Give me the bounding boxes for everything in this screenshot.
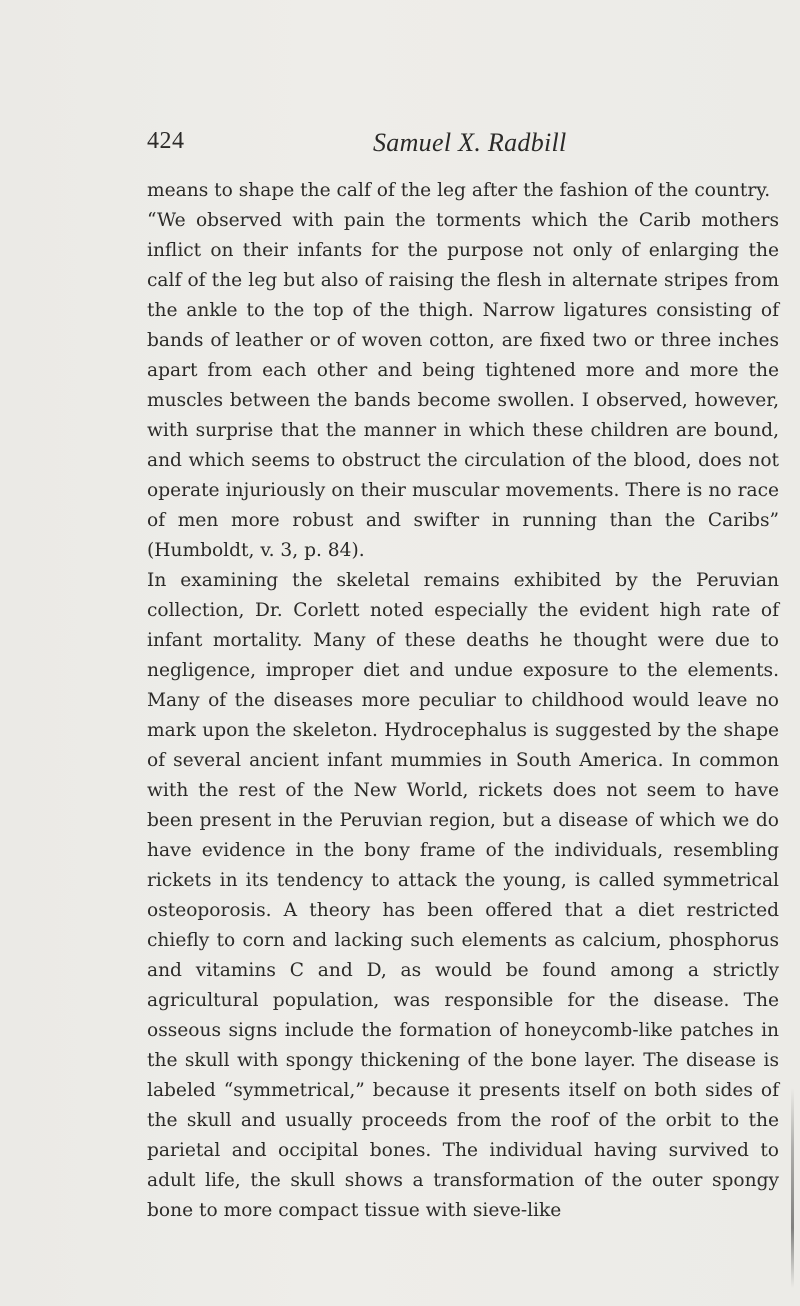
page-number: 424: [147, 128, 185, 154]
paragraph-skeletal-remains: In examining the skeletal remains exhibited by the Peruvian collection, Dr. Corlett noted especially the evident high rate of infant mortality. Many of these deaths he thought were due to negligence, improper diet and undue exposure to the elements. Many of the diseases more peculiar to childhood would leave no mark upon the skeleton. Hydrocephalus is suggested by the shape of several ancient infant mummies in South America. In common with the rest of the New World, rickets does not seem to have been present in the Peruvian region, but a disease of which we do have evidence in the bony frame of the individuals, resembling rickets in its tendency to attack the young, is called symmetrical osteoporosis. A theory has been offered that a diet restricted chiefly to corn and lacking such elements as calcium, phosphorus and vitamins C and D, as would be found among a strictly agricultural population, was responsible for the disease. The osseous signs include the formation of honeycomb-like patches in the skull with spongy thickening of the bone layer. The disease is labeled “symmetrical,” because it presents itself on both sides of the skull and usually proceeds from the roof of the orbit to the parietal and occipital bones. The individual having survived to adult life, the skull shows a transformation of the outer spongy bone to more compact tissue with sieve-like: [147, 570, 779, 1221]
running-head-author: Samuel X. Radbill: [373, 128, 567, 157]
body-text: [147, 176, 779, 1226]
page-edge-shadow: [791, 1088, 794, 1288]
paragraph-continuation: means to shape the calf of the leg after the fashion of the country.: [147, 180, 771, 201]
paragraph-quotation: “We observed with pain the torments which the Carib mothers inflict on their infants for the purpose not only of enlarging the calf of the leg but also of raising the flesh in alternate stripes from the ankle to the top of the thigh. Narrow ligatures consisting of bands of leather or of woven cotton, are fixed two or three inches apart from each other and being tightened more and more the muscles between the bands become swollen. I observed, however, with surprise that the manner in which these children are bound, and which seems to obstruct the circulation of the blood, does not operate injuriously on their muscular movements. There is no race of men more robust and swifter in running than the Caribs” (Humboldt, v. 3, p. 84).: [147, 210, 779, 561]
page-header: [147, 128, 667, 164]
